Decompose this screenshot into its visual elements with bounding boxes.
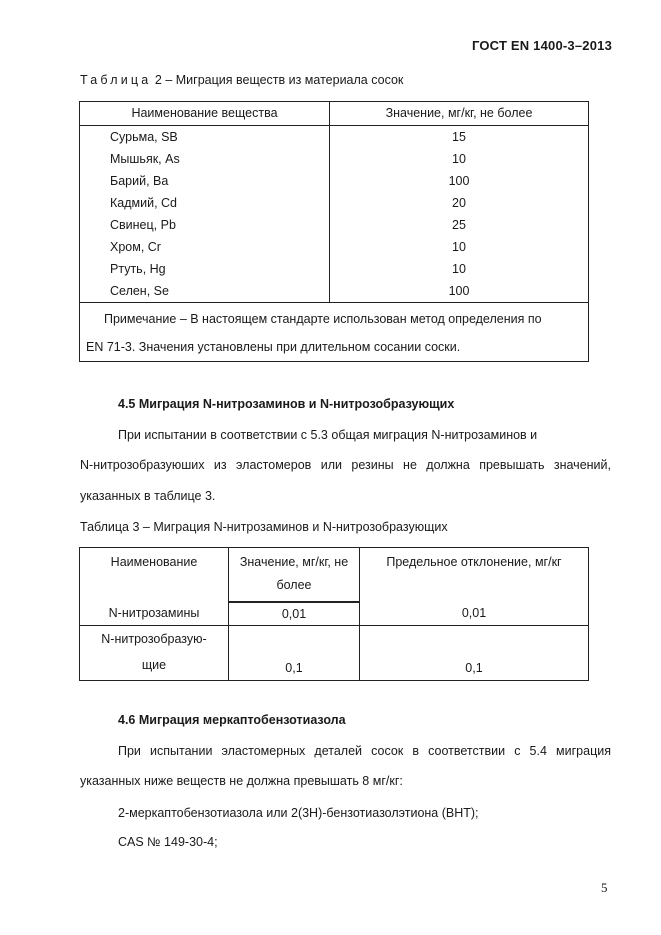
table3-row1-name: N-нитрозамины	[80, 602, 229, 626]
table3-caption: Таблица 3 – Миграция N-нитрозаминов и N-нитрозобразующих	[80, 520, 448, 534]
substance-name: Хром, Cr	[80, 236, 330, 258]
table2-note-row	[80, 303, 589, 362]
table-row	[80, 602, 589, 626]
table2-caption-text: 2 – Миграция веществ из материала сосок	[151, 73, 404, 87]
section-4-5-paragraph-line1: При испытании в соответствии с 5.3 общая миграция N-нитрозаминов и	[118, 428, 538, 442]
substance-value: 15	[330, 126, 589, 149]
section-4-5-paragraph-line2: N-нитрозобразуюших из эластомеров или резины не должна превышать значений,	[80, 458, 611, 472]
table3-col-value-line1: Значение, мг/кг, не	[239, 555, 349, 569]
table-row	[80, 626, 589, 681]
substance-name: Ртуть, Hg	[80, 258, 330, 280]
table3-row2-value: 0,1	[229, 626, 360, 681]
table3-row2-name-line1: N-нитрозобразую-	[101, 632, 207, 646]
substance-value: 100	[330, 170, 589, 192]
table3-col-value	[229, 548, 360, 603]
table3-row2-name-line2: щие	[141, 658, 167, 672]
table3-row2-deviation: 0,1	[360, 626, 589, 681]
section-4-6-title: 4.6 Миграция меркаптобензотиазола	[118, 713, 346, 727]
substance-value: 10	[330, 148, 589, 170]
table3-header-row	[80, 548, 589, 603]
document-header: ГОСТ EN 1400-3–2013	[471, 38, 612, 53]
table3-col-name: Наименование	[80, 548, 229, 603]
substance-name: Кадмий, Cd	[80, 192, 330, 214]
substance-value: 10	[330, 258, 589, 280]
table-row	[80, 214, 589, 236]
table3-row2-name	[80, 626, 229, 681]
table2	[79, 101, 589, 362]
substance-value: 10	[330, 236, 589, 258]
table-row	[80, 170, 589, 192]
substance-name: Сурьма, SB	[80, 126, 330, 149]
table2-caption	[80, 73, 403, 87]
table-row	[80, 148, 589, 170]
table2-header-row	[80, 102, 589, 126]
section-4-6-paragraph-line1: При испытании эластомерных деталей сосок в соответствии с 5.4 миграция	[118, 744, 611, 758]
substance-name: Барий, Ba	[80, 170, 330, 192]
substance-name: Свинец, Pb	[80, 214, 330, 236]
table-row	[80, 236, 589, 258]
table2-caption-word: Таблица	[80, 73, 152, 87]
substance-name: Мышьяк, As	[80, 148, 330, 170]
table3-col-value-line2: более	[276, 578, 312, 592]
page-number: 5	[601, 880, 608, 895]
substance-value: 25	[330, 214, 589, 236]
table2-col-name: Наименование вещества	[80, 102, 330, 126]
table3-col-deviation: Предельное отклонение, мг/кг	[360, 548, 589, 603]
section-4-5-paragraph-line3: указанных в таблице 3.	[80, 489, 216, 503]
table2-note	[80, 303, 589, 362]
table-row	[80, 126, 589, 149]
section-4-6-paragraph-line2: указанных ниже веществ не должна превышать 8 мг/кг:	[80, 774, 403, 788]
table2-note-line2: EN 71-3. Значения установлены при длительном сосании соски.	[86, 340, 461, 354]
section-4-6-list-item2: CAS № 149-30-4;	[118, 835, 218, 849]
substance-value: 100	[330, 280, 589, 303]
table-row	[80, 192, 589, 214]
table3	[79, 547, 589, 681]
table-row	[80, 258, 589, 280]
substance-value: 20	[330, 192, 589, 214]
table-row	[80, 280, 589, 303]
substance-name: Селен, Se	[80, 280, 330, 303]
table3-row1-deviation: 0,01	[360, 602, 589, 626]
table2-note-line1: Примечание – В настоящем стандарте использован метод определения по	[104, 312, 542, 326]
section-4-5-title: 4.5 Миграция N-нитрозаминов и N-нитрозобразующих	[118, 397, 455, 411]
table3-row1-value: 0,01	[229, 602, 360, 626]
section-4-6-list-item1: 2-меркаптобензотиазола или 2(3Н)-бензотиазолэтиона (ВНТ);	[118, 806, 479, 820]
table2-col-value: Значение, мг/кг, не более	[330, 102, 589, 126]
